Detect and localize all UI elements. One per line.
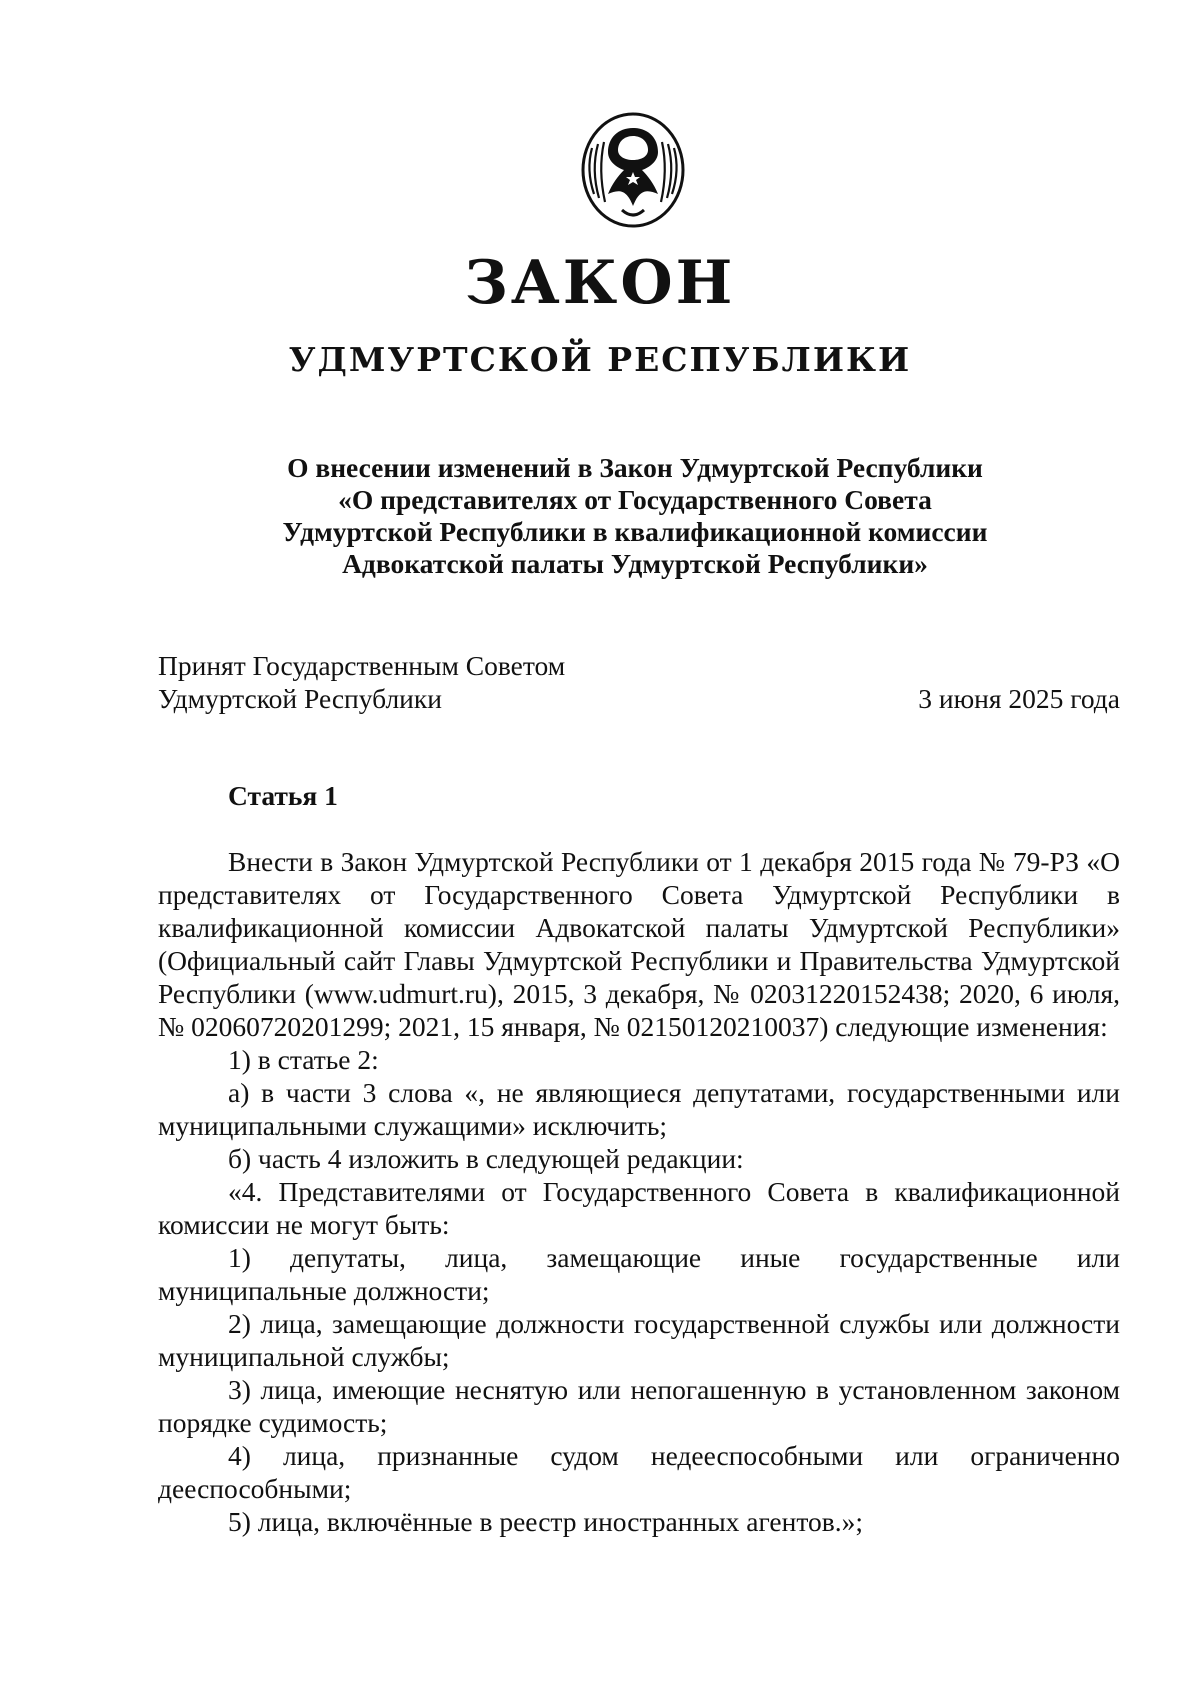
adoption-line-2: Удмуртской Республики (158, 683, 442, 714)
law-heading (150, 452, 1120, 580)
article-intro: Внести в Закон Удмуртской Республики от 1 декабря 2015 года № 79-РЗ «О представителях от Государственного Совета Удмуртской Республики в квалификационной комиссии Адвокатской палаты Удмуртской Республики» (Официальный сайт Главы Удмуртской Республики и Правительства Удмуртской Республики (www.udmurt.ru), 2015, 3 декабря, № 02031220152438; 2020, 6 июля, № 02060720201299; 2021, 15 января, № 02150120210037) следующие изменения: (158, 846, 1120, 1042)
document-subtitle: УДМУРТСКОЙ РЕСПУБЛИКИ (288, 340, 912, 379)
article-paragraph: 4) лица, признанные судом недееспособными или ограниченно дееспособными; (158, 1440, 1120, 1504)
udmurt-coat-of-arms-icon (578, 110, 688, 230)
article-paragraph: 3) лица, имеющие неснятую или непогашенную в установленном законом порядке судимость; (158, 1374, 1120, 1438)
law-heading-line: «О представителях от Государственного Совета (338, 484, 932, 515)
article-paragraph: а) в части 3 слова «, не являющиеся депутатами, государственными или муниципальными служащими» исключить; (158, 1077, 1120, 1141)
adoption-date: 3 июня 2025 года (918, 683, 1120, 714)
adoption-statement (158, 649, 565, 715)
law-heading-line: Удмуртской Республики в квалификационной комиссии (282, 516, 988, 547)
law-heading-line: О внесении изменений в Закон Удмуртской Республики (287, 452, 983, 483)
article-paragraph: 2) лица, замещающие должности государственной службы или должности муниципальной службы; (158, 1308, 1120, 1372)
article-paragraph: «4. Представителями от Государственного Совета в квалификационной комиссии не могут быть: (158, 1176, 1120, 1240)
article-title: Статья 1 (228, 780, 338, 811)
article-paragraph: 1) депутаты, лица, замещающие иные государственные или муниципальные должности; (158, 1242, 1120, 1306)
document-title: ЗАКОН (464, 248, 736, 318)
article-paragraph: 5) лица, включённые в реестр иностранных агентов.»; (228, 1506, 863, 1537)
article-paragraph: б) часть 4 изложить в следующей редакции: (228, 1143, 744, 1174)
law-heading-line: Адвокатской палаты Удмуртской Республики» (342, 548, 928, 579)
article-body (158, 845, 1120, 1538)
adoption-line-1: Принят Государственным Советом (158, 650, 566, 681)
article-paragraph: 1) в статье 2: (228, 1044, 379, 1075)
